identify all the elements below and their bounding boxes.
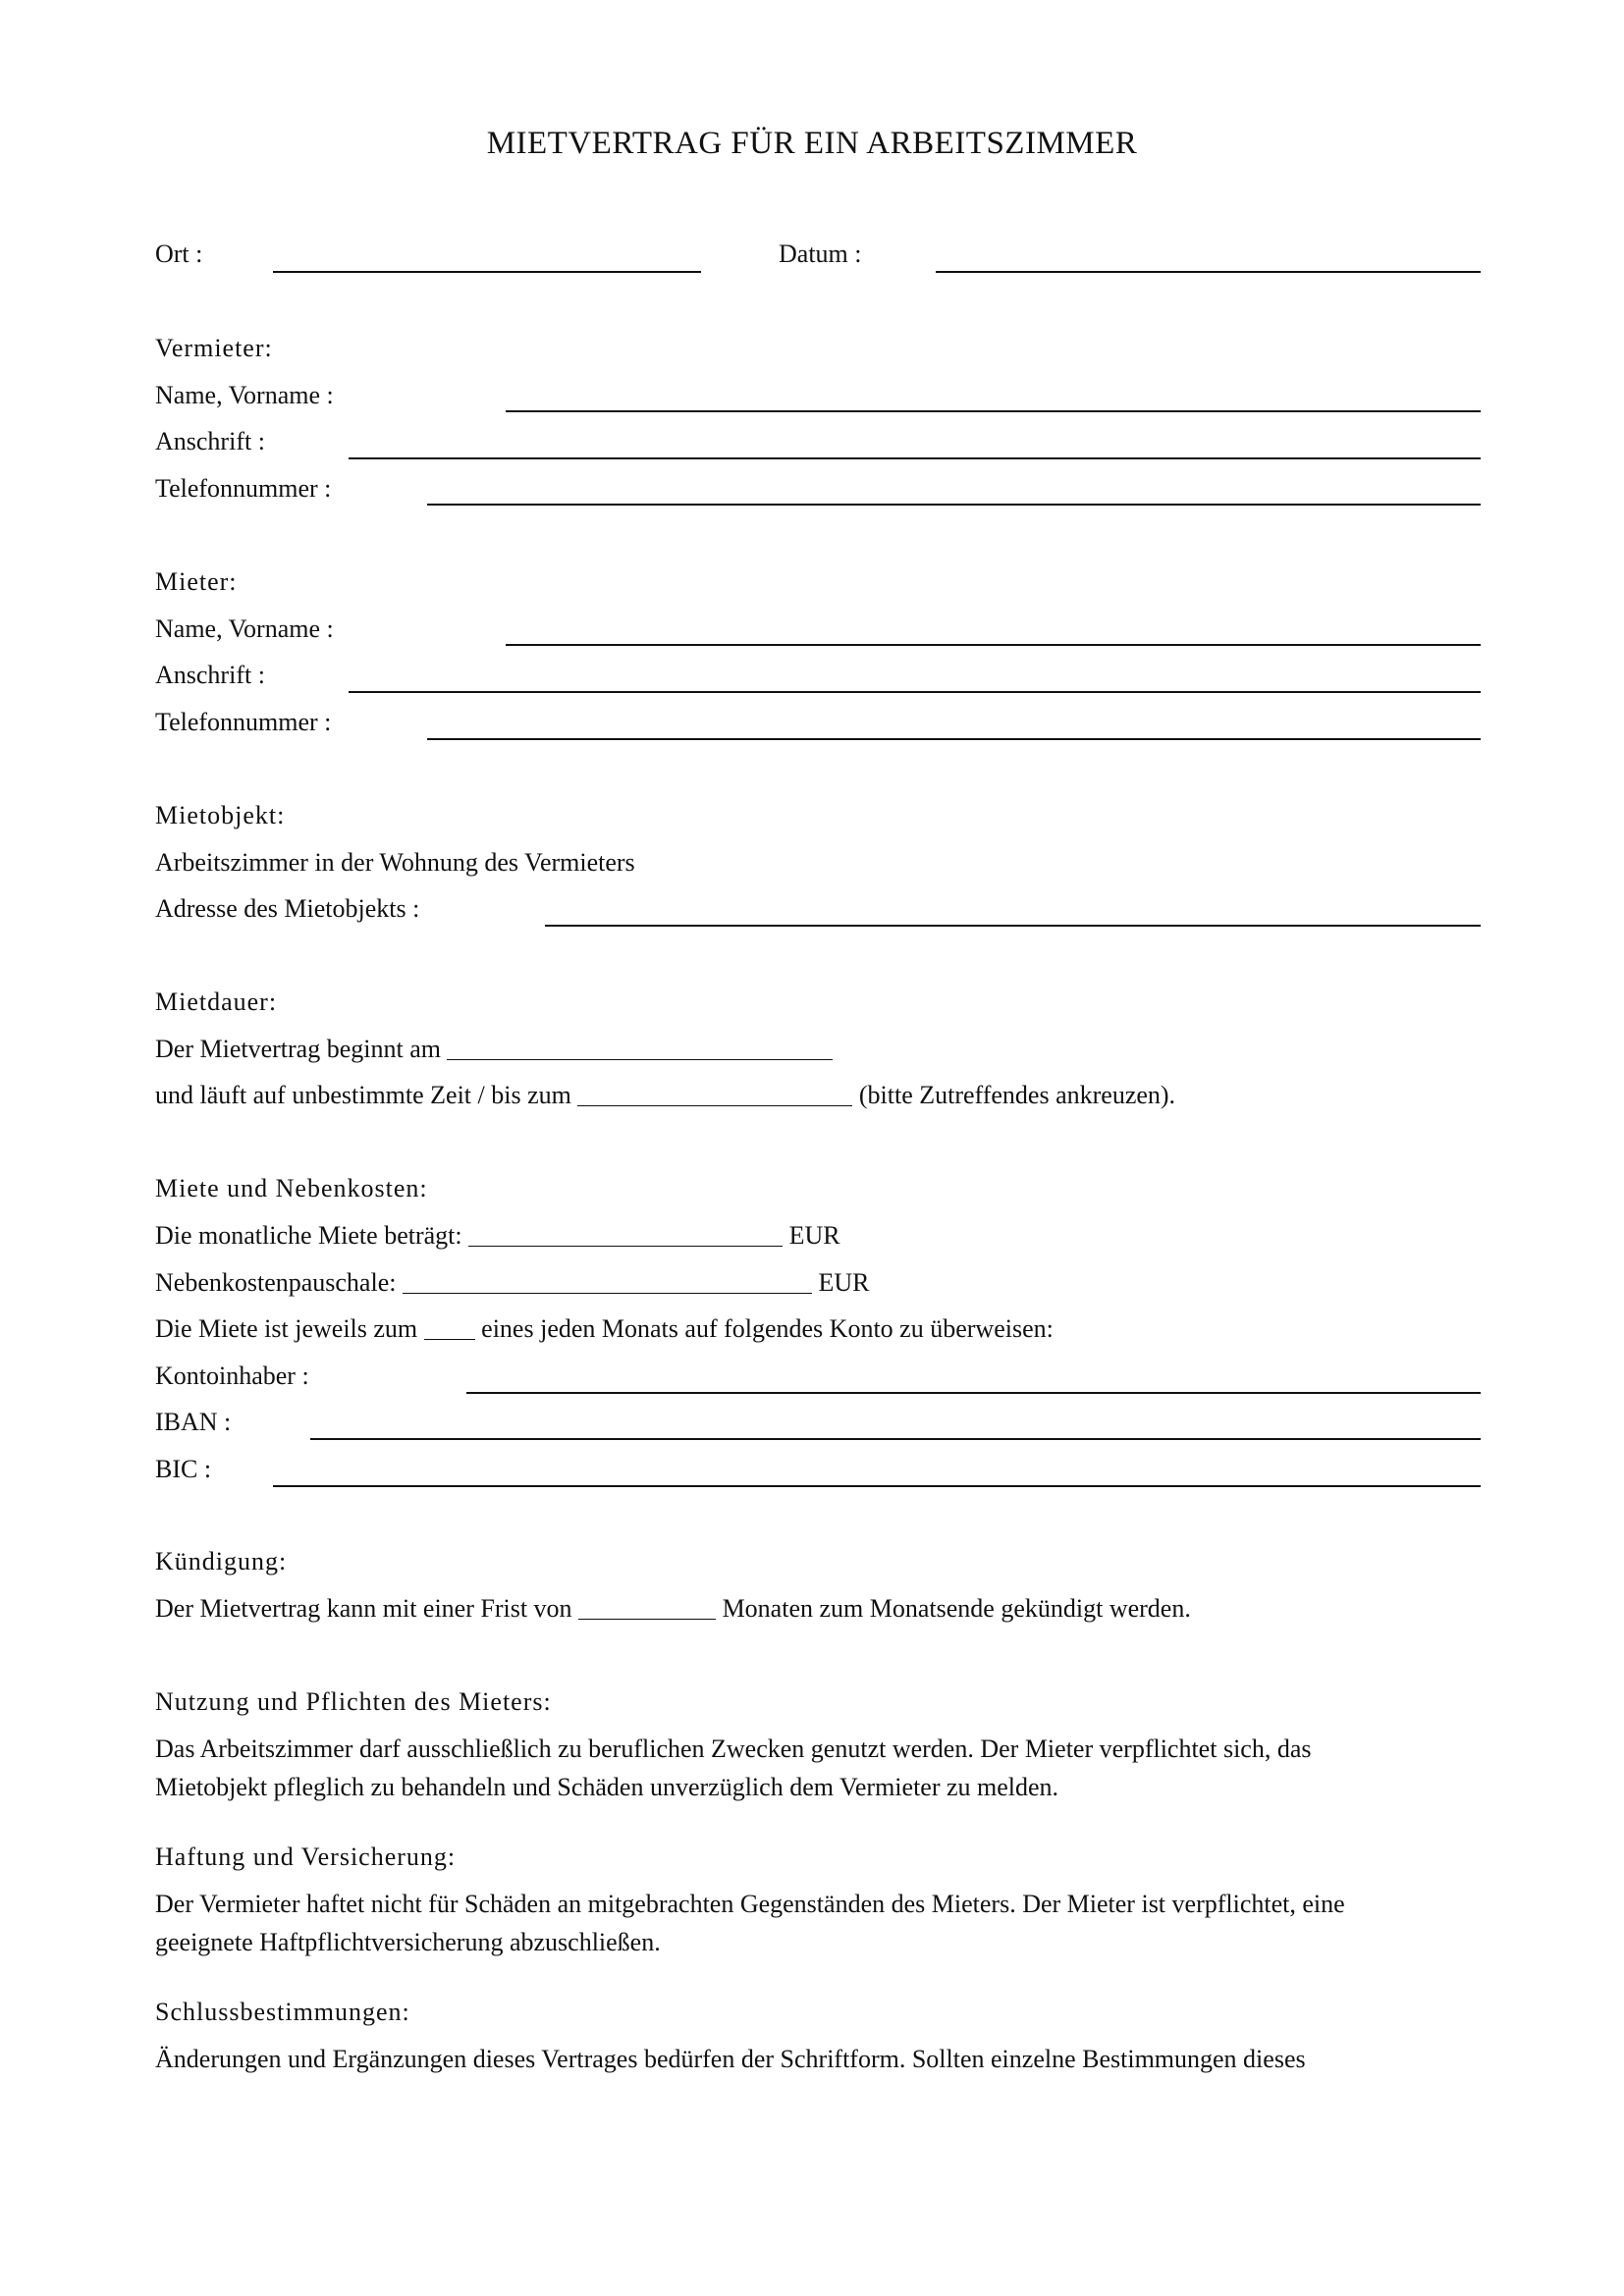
vermieter-name-label: Name, Vorname : <box>155 381 334 409</box>
kontoinhaber-label: Kontoinhaber : <box>155 1362 309 1390</box>
mietdauer-duration-suffix: (bitte Zutreffendes ankreuzen). <box>858 1081 1176 1109</box>
vermieter-telefon-label: Telefonnummer : <box>155 474 332 503</box>
kuendigung-text-prefix: Der Mietvertrag kann mit einer Frist von <box>155 1594 572 1623</box>
payment-prefix: Die Miete ist jeweils zum <box>155 1314 418 1343</box>
haftung-line-1: Der Vermieter haftet nicht für Schäden an mitgebrachten Gegenständen des Mieters. Der Mieter ist verpflichtet, eine <box>155 1890 1345 1918</box>
mietobjekt-description: Arbeitszimmer in der Wohnung des Vermieters <box>155 848 635 877</box>
document-title: MIETVERTRAG FÜR EIN ARBEITSZIMMER <box>486 126 1138 161</box>
iban-label: IBAN : <box>155 1408 232 1436</box>
mietdauer-duration-line <box>155 1083 1175 1108</box>
nutzung-heading: Nutzung und Pflichten des Mieters: <box>155 1687 552 1716</box>
mietobjekt-adresse-label: Adresse des Mietobjekts : <box>155 894 420 923</box>
mieter-name-label: Name, Vorname : <box>155 614 334 643</box>
mietdauer-begin-text: Der Mietvertrag beginnt am <box>155 1035 441 1063</box>
kuendigung-heading: Kündigung: <box>155 1547 288 1575</box>
datum-label: Datum : <box>779 240 862 268</box>
ort-label: Ort : <box>155 240 203 268</box>
haftung-heading: Haftung und Versicherung: <box>155 1842 457 1871</box>
nutzung-line-1: Das Arbeitszimmer darf ausschließlich zu beruflichen Zwecken genutzt werden. Der Mieter verpflichtet sich, das <box>155 1735 1312 1763</box>
mietdauer-duration-text: und läuft auf unbestimmte Zeit / bis zum <box>155 1081 571 1109</box>
mietdauer-begin-field[interactable] <box>447 1059 833 1060</box>
mietdauer-heading: Mietdauer: <box>155 988 278 1016</box>
payment-line <box>155 1316 1054 1342</box>
vermieter-anschrift-label: Anschrift : <box>155 427 265 455</box>
vermieter-anschrift-field[interactable] <box>349 457 1481 459</box>
kuendigung-text-suffix: Monaten zum Monatsende gekündigt werden. <box>722 1594 1191 1623</box>
schluss-line-1: Änderungen und Ergänzungen dieses Vertrages bedürfen der Schriftform. Sollten einzelne Bestimmungen dieses <box>155 2045 1306 2073</box>
nebenkosten-line <box>155 1270 869 1296</box>
miete-monthly-line <box>155 1223 840 1249</box>
vermieter-telefon-field[interactable] <box>427 504 1481 506</box>
bic-field[interactable] <box>273 1485 1481 1487</box>
mietdauer-begin-line <box>155 1037 833 1062</box>
bic-label: BIC : <box>155 1455 212 1483</box>
mieter-heading: Mieter: <box>155 567 238 596</box>
nebenkosten-label: Nebenkostenpauschale: <box>155 1268 397 1297</box>
miete-heading: Miete und Nebenkosten: <box>155 1174 428 1202</box>
nebenkosten-field[interactable] <box>403 1293 812 1294</box>
mieter-anschrift-label: Anschrift : <box>155 661 265 689</box>
iban-field[interactable] <box>310 1438 1481 1440</box>
payment-suffix: eines jeden Monats auf folgendes Konto zu überweisen: <box>481 1314 1054 1343</box>
kontoinhaber-field[interactable] <box>466 1392 1481 1394</box>
mieter-anschrift-field[interactable] <box>349 691 1481 693</box>
miete-monthly-label: Die monatliche Miete beträgt: <box>155 1221 462 1250</box>
mieter-telefon-label: Telefonnummer : <box>155 708 332 736</box>
miete-monthly-field[interactable] <box>468 1246 783 1247</box>
mieter-name-field[interactable] <box>506 644 1481 646</box>
mietdauer-end-field[interactable] <box>577 1105 852 1106</box>
datum-field[interactable] <box>936 271 1481 273</box>
payment-day-field[interactable] <box>424 1339 475 1340</box>
nutzung-line-2: Mietobjekt pfleglich zu behandeln und Schäden unverzüglich dem Vermieter zu melden. <box>155 1773 1059 1801</box>
kuendigung-line <box>155 1596 1191 1622</box>
mietobjekt-heading: Mietobjekt: <box>155 801 286 829</box>
vermieter-name-field[interactable] <box>506 410 1481 412</box>
nebenkosten-currency: EUR <box>818 1268 870 1297</box>
kuendigung-frist-field[interactable] <box>578 1619 716 1620</box>
mieter-telefon-field[interactable] <box>427 738 1481 740</box>
miete-monthly-currency: EUR <box>788 1221 840 1250</box>
mietobjekt-adresse-field[interactable] <box>545 925 1481 927</box>
schluss-heading: Schlussbestimmungen: <box>155 1998 410 2026</box>
vermieter-heading: Vermieter: <box>155 334 273 362</box>
ort-field[interactable] <box>273 271 701 273</box>
haftung-line-2: geeignete Haftpflichtversicherung abzuschließen. <box>155 1928 661 1956</box>
